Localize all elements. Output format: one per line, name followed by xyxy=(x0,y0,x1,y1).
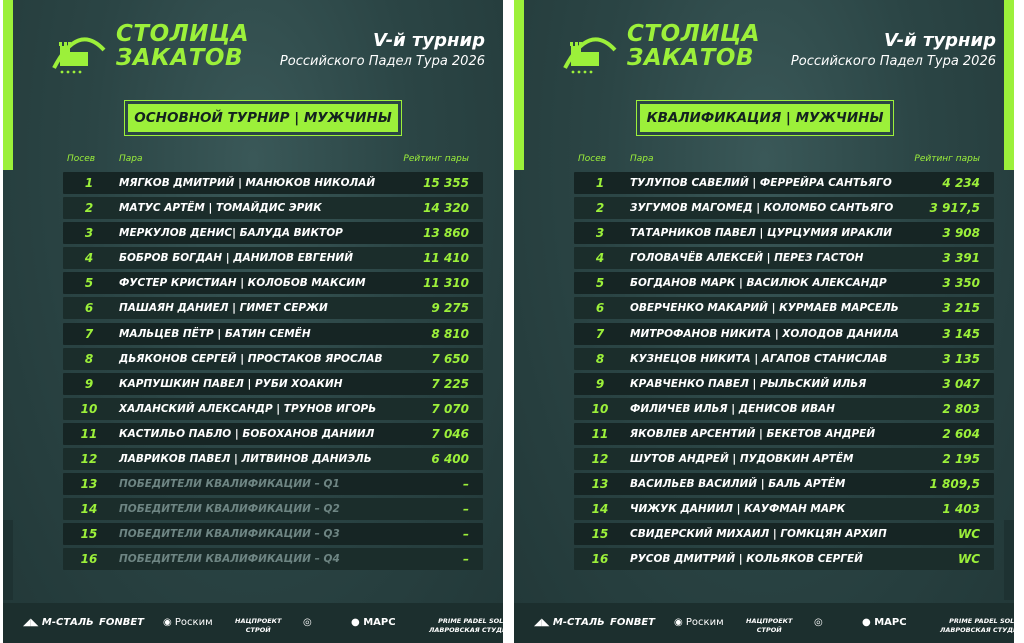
sponsor-msteel: ◢◣ М-СТАЛЬ xyxy=(23,617,94,628)
table-row xyxy=(63,498,483,520)
row-rating: WC xyxy=(957,527,980,542)
event-subtitle: Российского Падел Тура 2026 xyxy=(279,54,485,69)
row-pair: СВИДЕРСКИЙ МИХАИЛ | ГОМКЦЯН АРХИП xyxy=(630,528,887,541)
sponsor-mars: ● МАРС xyxy=(351,617,396,628)
row-rating: 3 917,5 xyxy=(929,201,980,216)
row-seed: 1 xyxy=(595,176,605,190)
row-rating: 2 604 xyxy=(942,426,980,441)
fortress-icon xyxy=(48,28,108,76)
seeding-table xyxy=(574,172,994,574)
row-pair: ЯКОВЛЕВ АРСЕНТИЙ | БЕКЕТОВ АНДРЕЙ xyxy=(630,427,876,440)
sponsor-circle-icon: ◎ xyxy=(814,617,823,628)
table-row xyxy=(574,172,994,194)
row-seed: 13 xyxy=(591,477,609,492)
table-row xyxy=(574,297,994,319)
table-header xyxy=(63,154,483,168)
row-rating: 1 809,5 xyxy=(929,477,980,492)
row-pair: ТУЛУПОВ САВЕЛИЙ | ФЕРРЕЙРА САНТЬЯГО xyxy=(630,177,892,189)
row-seed: 14 xyxy=(80,502,98,517)
row-seed: 12 xyxy=(591,452,609,467)
table-row xyxy=(63,323,483,345)
row-seed: 16 xyxy=(80,552,98,567)
row-rating: 2 195 xyxy=(942,452,980,467)
brand-line-2: ЗАКАТОВ xyxy=(116,45,244,71)
row-rating: 7 225 xyxy=(431,376,469,391)
row-pair: ПАШАЯН ДАНИЕЛ | ГИМЕТ СЕРЖИ xyxy=(119,302,328,315)
sponsor-msteel: ◢◣ М-СТАЛЬ xyxy=(534,617,605,628)
table-row xyxy=(574,323,994,345)
row-rating: 7 046 xyxy=(431,426,469,441)
panel-qualification xyxy=(514,0,1024,643)
row-seed: 7 xyxy=(595,326,605,341)
row-pair: ПОБЕДИТЕЛИ КВАЛИФИКАЦИИ – Q4 xyxy=(119,553,340,566)
row-rating: 7 650 xyxy=(431,351,469,366)
row-pair: ЧИЖУК ДАНИИЛ | КАУФМАН МАРК xyxy=(630,503,846,516)
row-rating: 13 860 xyxy=(423,226,469,241)
table-row xyxy=(574,498,994,520)
table-header xyxy=(574,154,994,168)
row-pair: ОВЕРЧЕНКО МАКАРИЙ | КУРМАЕВ МАРСЕЛЬ xyxy=(630,302,899,315)
row-seed: 13 xyxy=(80,477,98,492)
row-seed: 10 xyxy=(80,401,98,416)
side-accent xyxy=(1004,0,1014,170)
row-seed: 2 xyxy=(595,201,605,216)
table-row xyxy=(574,398,994,420)
row-rating: 1 403 xyxy=(942,502,980,517)
table-row xyxy=(63,222,483,244)
row-seed: 5 xyxy=(595,276,605,291)
row-seed: 14 xyxy=(591,502,609,517)
row-rating: 2 803 xyxy=(942,401,980,416)
row-seed: 12 xyxy=(80,452,98,467)
row-rating: 11 310 xyxy=(423,276,469,291)
table-row xyxy=(63,197,483,219)
panel-main-draw xyxy=(3,0,513,643)
table-row xyxy=(63,448,483,470)
col-rating-header: Рейтинг пары xyxy=(914,154,980,164)
table-row xyxy=(574,373,994,395)
table-row xyxy=(574,423,994,445)
row-rating: WC xyxy=(957,552,980,567)
table-row xyxy=(63,272,483,294)
sponsor-circle-icon: ◎ xyxy=(303,617,312,628)
brand-wordmark xyxy=(116,22,249,70)
row-pair: МИТРОФАНОВ НИКИТА | ХОЛОДОВ ДАНИЛА xyxy=(630,327,899,340)
table-row xyxy=(63,373,483,395)
row-seed: 11 xyxy=(80,426,98,441)
col-seed-header: Посев xyxy=(578,154,607,164)
sponsor-footer xyxy=(3,603,513,643)
row-pair: ШУТОВ АНДРЕЙ | ПУДОВКИН АРТЁМ xyxy=(630,453,854,466)
row-rating: 3 215 xyxy=(942,301,980,316)
brand-line-1: СТОЛИЦА xyxy=(116,21,250,47)
table-row xyxy=(574,473,994,495)
row-pair: КАСТИЛЬО ПАБЛО | БОБОХАНОВ ДАНИИЛ xyxy=(119,427,375,440)
row-rating: 3 391 xyxy=(942,251,980,266)
brand-wordmark xyxy=(627,22,760,70)
table-row xyxy=(63,247,483,269)
row-pair: ВАСИЛЬЕВ ВАСИЛИЙ | БАЛЬ АРТЁМ xyxy=(630,478,846,491)
row-rating: 3 145 xyxy=(942,326,980,341)
row-rating: 9 275 xyxy=(431,301,469,316)
table-row xyxy=(574,247,994,269)
row-pair: МАТУС АРТЁМ | ТОМАЙДИС ЭРИК xyxy=(119,202,322,215)
row-rating: 3 047 xyxy=(942,376,980,391)
row-pair: ДЬЯКОНОВ СЕРГЕЙ | ПРОСТАКОВ ЯРОСЛАВ xyxy=(119,352,383,365)
table-row xyxy=(63,297,483,319)
sponsor-roskim: ◉ Роским xyxy=(674,617,724,628)
table-row xyxy=(574,348,994,370)
row-seed: 10 xyxy=(591,401,609,416)
fortress-icon xyxy=(559,28,619,76)
row-pair: ПОБЕДИТЕЛИ КВАЛИФИКАЦИИ – Q3 xyxy=(119,528,340,541)
table-row xyxy=(63,548,483,570)
row-seed: 15 xyxy=(80,527,98,542)
sponsor-prime: PRIME PADEL SOL ЛАВРОВСКАЯ СТУДИЯ xyxy=(429,617,513,634)
row-seed: 9 xyxy=(84,376,94,391)
row-rating: 11 410 xyxy=(423,251,469,266)
row-seed: 5 xyxy=(84,276,94,291)
brand-logo xyxy=(559,21,761,82)
row-pair: ЗУГУМОВ МАГОМЕД | КОЛОМБО САНТЬЯГО xyxy=(630,202,894,215)
row-pair: ЛАВРИКОВ ПАВЕЛ | ЛИТВИНОВ ДАНИЭЛЬ xyxy=(119,453,372,466)
row-seed: 9 xyxy=(595,376,605,391)
row-seed: 8 xyxy=(595,351,605,366)
row-pair: ФИЛИЧЕВ ИЛЬЯ | ДЕНИСОВ ИВАН xyxy=(630,402,835,415)
row-pair: ГОЛОВАЧЁВ АЛЕКСЕЙ | ПЕРЕЗ ГАСТОН xyxy=(630,252,864,265)
table-row xyxy=(574,448,994,470)
sponsor-mars: ● МАРС xyxy=(862,617,907,628)
col-rating-header: Рейтинг пары xyxy=(403,154,469,164)
table-row xyxy=(63,423,483,445)
sponsor-footer xyxy=(514,603,1024,643)
row-rating: 3 135 xyxy=(942,351,980,366)
brand-logo xyxy=(48,21,250,82)
sponsor-nacproekt: НАЦПРОЕКТ СТРОЙ xyxy=(746,617,793,634)
row-rating: – xyxy=(463,502,469,517)
event-heading xyxy=(791,30,996,72)
row-pair: ТАТАРНИКОВ ПАВЕЛ | ЦУРЦУМИЯ ИРАКЛИ xyxy=(630,227,893,240)
table-row xyxy=(63,473,483,495)
event-title: V-й турнир xyxy=(884,30,996,51)
row-seed: 2 xyxy=(84,201,94,216)
brand-line-2: ЗАКАТОВ xyxy=(627,45,755,71)
row-seed: 4 xyxy=(84,251,94,266)
table-row xyxy=(574,548,994,570)
sponsor-fonbet: FONBET xyxy=(610,617,655,628)
row-seed: 4 xyxy=(595,251,605,266)
row-seed: 6 xyxy=(84,301,94,316)
brand-line-1: СТОЛИЦА xyxy=(627,21,761,47)
table-row xyxy=(574,272,994,294)
col-seed-header: Посев xyxy=(67,154,96,164)
row-seed: 11 xyxy=(591,426,609,441)
row-seed: 3 xyxy=(84,226,94,241)
row-rating: 15 355 xyxy=(423,176,469,190)
sponsor-prime: PRIME PADEL SOL ЛАВРОВСКАЯ СТУДИЯ xyxy=(940,617,1024,634)
sponsor-roskim: ◉ Роским xyxy=(163,617,213,628)
table-row xyxy=(63,172,483,194)
row-seed: 6 xyxy=(595,301,605,316)
section-banner: КВАЛИФИКАЦИЯ | МУЖЧИНЫ xyxy=(640,104,890,132)
table-row xyxy=(574,222,994,244)
table-row xyxy=(63,523,483,545)
side-accent xyxy=(3,0,13,170)
row-rating: – xyxy=(463,527,469,542)
row-pair: РУСОВ ДМИТРИЙ | КОЛЬЯКОВ СЕРГЕЙ xyxy=(630,553,863,566)
row-pair: МАЛЬЦЕВ ПЁТР | БАТИН СЕМЁН xyxy=(119,327,311,340)
row-rating: 8 810 xyxy=(431,326,469,341)
row-seed: 15 xyxy=(591,527,609,542)
row-rating: 7 070 xyxy=(431,401,469,416)
table-row xyxy=(574,197,994,219)
side-accent-dark xyxy=(1004,520,1014,600)
row-pair: КАРПУШКИН ПАВЕЛ | РУБИ ХОАКИН xyxy=(119,377,343,390)
col-pair-header: Пара xyxy=(630,154,654,164)
row-seed: 16 xyxy=(591,552,609,567)
row-pair: ПОБЕДИТЕЛИ КВАЛИФИКАЦИИ – Q1 xyxy=(119,478,340,491)
table-row xyxy=(574,523,994,545)
seeding-table xyxy=(63,172,483,574)
row-pair: ПОБЕДИТЕЛИ КВАЛИФИКАЦИИ – Q2 xyxy=(119,503,340,516)
table-row xyxy=(63,398,483,420)
side-accent-dark xyxy=(3,520,13,600)
row-pair: ФУСТЕР КРИСТИАН | КОЛОБОВ МАКСИМ xyxy=(119,277,366,290)
row-rating: 14 320 xyxy=(423,201,469,216)
sponsor-fonbet: FONBET xyxy=(99,617,144,628)
row-pair: КУЗНЕЦОВ НИКИТА | АГАПОВ СТАНИСЛАВ xyxy=(630,352,888,365)
side-accent-left xyxy=(514,0,524,170)
row-rating: 4 234 xyxy=(942,176,980,190)
row-pair: БОБРОВ БОГДАН | ДАНИЛОВ ЕВГЕНИЙ xyxy=(119,252,354,265)
row-pair: МЕРКУЛОВ ДЕНИС| БАЛУДА ВИКТОР xyxy=(119,227,343,240)
row-rating: 6 400 xyxy=(431,452,469,467)
sponsor-nacproekt: НАЦПРОЕКТ СТРОЙ xyxy=(235,617,282,634)
row-seed: 8 xyxy=(84,351,94,366)
row-seed: 1 xyxy=(84,176,94,190)
event-subtitle: Российского Падел Тура 2026 xyxy=(790,54,996,69)
row-rating: – xyxy=(463,552,469,567)
row-pair: БОГДАНОВ МАРК | ВАСИЛЮК АЛЕКСАНДР xyxy=(630,277,887,290)
row-rating: – xyxy=(463,477,469,492)
row-pair: ХАЛАНСКИЙ АЛЕКСАНДР | ТРУНОВ ИГОРЬ xyxy=(119,402,377,415)
row-pair: МЯГКОВ ДМИТРИЙ | МАНЮКОВ НИКОЛАЙ xyxy=(119,177,376,189)
section-banner: ОСНОВНОЙ ТУРНИР | МУЖЧИНЫ xyxy=(128,104,398,132)
row-pair: КРАВЧЕНКО ПАВЕЛ | РЫЛЬСКИЙ ИЛЬЯ xyxy=(630,377,867,390)
table-row xyxy=(63,348,483,370)
event-heading xyxy=(280,30,485,72)
event-title: V-й турнир xyxy=(373,30,485,51)
row-seed: 7 xyxy=(84,326,94,341)
row-rating: 3 908 xyxy=(942,226,980,241)
col-pair-header: Пара xyxy=(119,154,143,164)
row-seed: 3 xyxy=(595,226,605,241)
row-rating: 3 350 xyxy=(942,276,980,291)
